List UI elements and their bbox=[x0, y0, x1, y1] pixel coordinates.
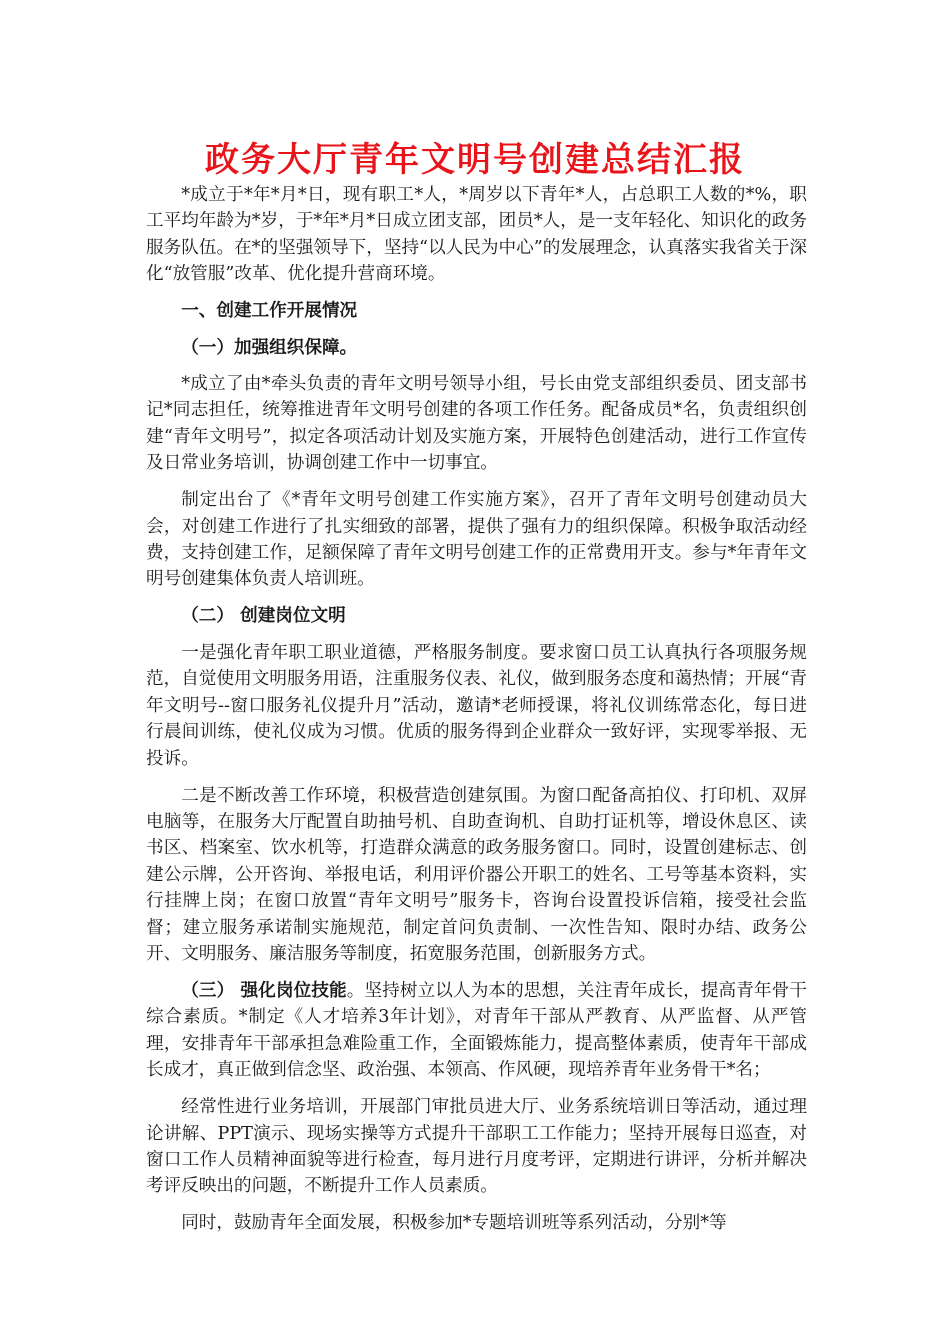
document-title: 政务大厅青年文明号创建总结汇报 bbox=[205, 140, 745, 180]
subsection-1-paragraph-2: 制定出台了《*青年文明号创建工作实施方案》，召开了青年文明号创建动员大会，对创建工作进行了扎实细致的部署，提供了强有力的组织保障。积极争取活动经费，支持创建工作，足额保障了青年文明号创建工作的正常费用开支。参与*年青年文明号创建集体负责人培训班。 bbox=[146, 490, 807, 590]
subsection-3-paragraph-1 bbox=[146, 978, 807, 1084]
subsection-3-paragraph-3: 同时，鼓励青年全面发展，积极参加*专题培训班等系列活动，分别*等 bbox=[181, 1213, 727, 1234]
subsection-2-paragraph-1: 一是强化青年职工职业道德，严格服务制度。要求窗口员工认真执行各项服务规范，自觉使用文明服务用语，注重服务仪表、礼仪，做到服务态度和蔼热情；开展“青年文明号--窗口服务礼仪提升月”活动，邀请*老师授课，将礼仪训练常态化，每日进行晨间训练，使礼仪成为习惯。优质的服务得到企业群众一致好评，实现零举报、无投诉。 bbox=[146, 642, 807, 769]
document-body bbox=[146, 182, 807, 1247]
intro-paragraph: *成立于*年*月*日，现有职工*人，*周岁以下青年*人，占总职工人数的*%，职工平均年龄为*岁，于*年*月*日成立团支部，团员*人，是一支年轻化、知识化的政务服务队伍。在*的坚强领导下，坚持“以人民为中心”的发展理念，认真落实我省关于深化“放管服”改革、优化提升营商环境。 bbox=[146, 185, 807, 285]
subsection-heading-1: （一）加强组织保障。 bbox=[181, 336, 358, 358]
subsection-heading-2: （二） 创建岗位文明 bbox=[181, 605, 346, 627]
subsection-1-paragraph-1: *成立了由*牵头负责的青年文明号领导小组，号长由党支部组织委员、团支部书记*同志担任，统筹推进青年文明号创建的各项工作任务。配备成员*名，负责组织创建“青年文明号”，拟定各项活动计划及实施方案，开展特色创建活动，进行工作宣传及日常业务培训，协调创建工作中一切事宜。 bbox=[146, 374, 807, 474]
subsection-3-paragraph-1-text: 。坚持树立以人为本的思想，关注青年成长，提高青年骨干综合素质。*制定《人才培养3年计划》，对青年干部从严教育、从严监督、从严管理，安排青年干部承担急难险重工作，全面锻炼能力，提高整体素质，使青年干部成长成才，真正做到信念坚、政治强、本领高、作风硬，现培养青年业务骨干*名； bbox=[146, 980, 807, 1081]
subsection-heading-3: （三） 强化岗位技能 bbox=[181, 979, 347, 1001]
subsection-2-paragraph-2: 二是不断改善工作环境，积极营造创建氛围。为窗口配备高拍仪、打印机、双屏电脑等，在服务大厅配置自助抽号机、自助查询机、自助打证机等，增设休息区、读书区、档案室、饮水机等，打造群众满意的政务服务窗口。同时，设置创建标志、创建公示牌，公开咨询、举报电话，利用评价器公开职工的姓名、工号等基本资料，实行挂牌上岗；在窗口放置“青年文明号”服务卡，咨询台设置投诉信箱，接受社会监督；建立服务承诺制实施规范，制定首问负责制、一次性告知、限时办结、政务公开、文明服务、廉洁服务等制度，拓宽服务范围，创新服务方式。 bbox=[146, 785, 807, 964]
section-heading-1: 一、创建工作开展情况 bbox=[181, 300, 358, 322]
subsection-3-paragraph-2: 经常性进行业务培训，开展部门审批员进大厅、业务系统培训日等活动，通过理论讲解、PPT演示、现场实操等方式提升干部职工工作能力；坚持开展每日巡查，对窗口工作人员精神面貌等进行检查，每月进行月度考评，定期进行讲评，分析并解决考评反映出的问题，不断提升工作人员素质。 bbox=[146, 1097, 807, 1197]
